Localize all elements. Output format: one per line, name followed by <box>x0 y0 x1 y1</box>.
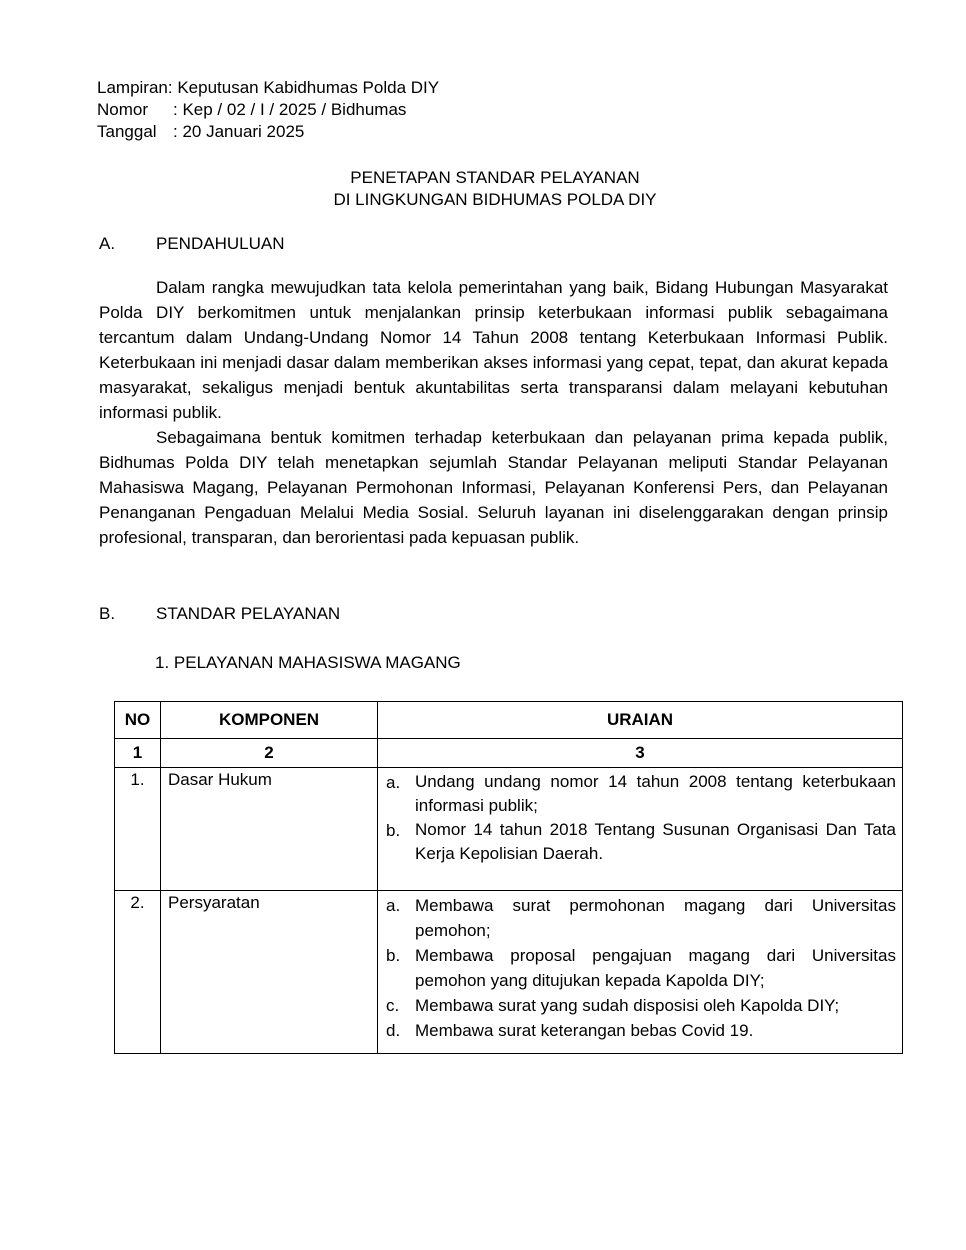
document-title-line-1: PENETAPAN STANDAR PELAYANAN <box>350 168 640 187</box>
row-number: 1. <box>115 768 161 891</box>
list-marker: a. <box>386 773 401 792</box>
section-b-title: STANDAR PELAYANAN <box>156 604 341 623</box>
row-uraian <box>378 891 903 1054</box>
list-marker: c. <box>386 996 400 1015</box>
list-text: Membawa surat permohonan magang dari Universitas pemohon; <box>415 896 896 940</box>
nomor-label: Nomor <box>97 100 149 119</box>
lampiran-text: Lampiran: Keputusan Kabidhumas Polda DIY <box>97 78 440 97</box>
section-b-heading <box>99 603 340 625</box>
nomor-line <box>97 99 439 121</box>
table-row <box>115 768 903 891</box>
document-title-line-2: DI LINGKUNGAN BIDHUMAS POLDA DIY <box>333 190 657 209</box>
list-marker: a. <box>386 896 401 915</box>
list-item <box>386 1018 896 1043</box>
attachment-header <box>97 77 439 143</box>
list-marker: b. <box>386 821 401 840</box>
list-text: Membawa surat keterangan bebas Covid 19. <box>415 1021 754 1040</box>
list-item <box>386 893 896 943</box>
tanggal-value: : 20 Januari 2025 <box>173 122 305 141</box>
column-number-2: 2 <box>161 739 378 768</box>
row-komponen: Persyaratan <box>161 891 378 1054</box>
list-text: Undang undang nomor 14 tahun 2008 tentang keterbukaan informasi publik; <box>415 772 896 815</box>
header-no: NO <box>115 702 161 739</box>
tanggal-label: Tanggal <box>97 122 157 141</box>
row-number: 2. <box>115 891 161 1054</box>
list-text: Nomor 14 tahun 2018 Tentang Susunan Organisasi Dan Tata Kerja Kepolisian Daerah. <box>415 820 896 863</box>
list-item <box>386 818 896 866</box>
section-a-title: PENDAHULUAN <box>156 234 285 253</box>
table-header-row <box>115 702 903 739</box>
list-text: Membawa proposal pengajuan magang dari Universitas pemohon yang ditujukan kepada Kapolda DIY; <box>415 946 896 990</box>
column-number-3: 3 <box>378 739 903 768</box>
section-a-letter: A. <box>99 234 116 253</box>
row-komponen: Dasar Hukum <box>161 768 378 891</box>
service-standard-table <box>114 701 903 1054</box>
column-number-row <box>115 739 903 768</box>
tanggal-line <box>97 121 439 143</box>
table-row <box>115 891 903 1054</box>
column-number-1: 1 <box>115 739 161 768</box>
lampiran-line <box>97 77 439 99</box>
list-item <box>386 770 896 818</box>
list-marker: d. <box>386 1021 401 1040</box>
section-b-letter: B. <box>99 604 116 623</box>
list-marker: b. <box>386 946 401 965</box>
list-item <box>386 943 896 993</box>
section-a-heading <box>99 233 284 255</box>
nomor-value: : Kep / 02 / I / 2025 / Bidhumas <box>173 100 407 119</box>
header-komponen: KOMPONEN <box>161 702 378 739</box>
header-uraian: URAIAN <box>378 702 903 739</box>
list-item <box>386 993 896 1018</box>
subsection-heading: 1. PELAYANAN MAHASISWA MAGANG <box>155 653 461 672</box>
intro-paragraph-1: Dalam rangka mewujudkan tata kelola pemerintahan yang baik, Bidang Hubungan Masyarakat Polda DIY berkomitmen untuk menjalankan prinsip keterbukaan informasi publik sebagaimana tercantum dalam Undang-Undang Nomor 14 Tahun 2008 tentang Keterbukaan Informasi Publik. Keterbukaan ini menjadi dasar dalam memberikan akses informasi yang cepat, tepat, dan akurat kepada masyarakat, sekaligus menjadi bentuk akuntabilitas serta transparansi dalam melayani kebutuhan informasi publik. <box>99 278 888 422</box>
list-text: Membawa surat yang sudah disposisi oleh Kapolda DIY; <box>415 996 840 1015</box>
intro-paragraph-2: Sebagaimana bentuk komitmen terhadap keterbukaan dan pelayanan prima kepada publik, Bidhumas Polda DIY telah menetapkan sejumlah Standar Pelayanan meliputi Standar Pelayanan Mahasiswa Magang, Pelayanan Permohonan Informasi, Pelayanan Konferensi Pers, dan Pelayanan Penanganan Pengaduan Melalui Media Sosial. Seluruh layanan ini diselenggarakan dengan prinsip profesional, transparan, dan berorientasi pada kepuasan publik. <box>99 428 888 547</box>
row-uraian <box>378 768 903 891</box>
